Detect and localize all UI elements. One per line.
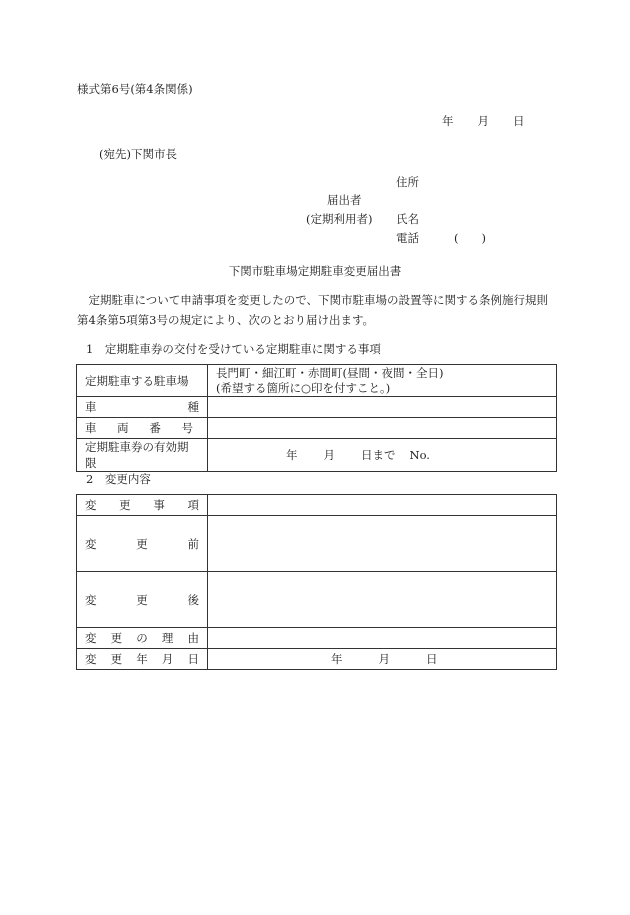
change-date-day: 日 [426,652,438,666]
label-char: 番 [149,421,161,435]
after-value [208,572,557,628]
validity-no: No. [409,448,430,462]
label-char: 前 [187,536,199,551]
label-char: 更 [110,652,123,666]
label-char: 更 [119,498,131,512]
before-row [77,516,557,572]
section1-table [76,364,557,472]
reason-row [77,628,557,649]
document-title: 下関市駐車場定期駐車変更届出書 [228,264,402,278]
before-label [77,516,208,572]
change-item-label [77,495,208,516]
change-date-row [77,649,557,670]
date-day-label: 日 [513,114,525,128]
label-char: 変 [85,652,97,666]
date-line [442,115,525,129]
label-char: 理 [161,631,174,645]
label-char: 変 [85,536,97,551]
validity-month: 月 [323,448,335,462]
label-char: 種 [187,400,199,414]
label-char: 日 [187,652,199,666]
notifier-label: 届出者 [327,193,362,207]
name-label: 氏名 [396,212,419,226]
vehicle-number-label [77,418,208,439]
validity-row [77,439,557,472]
after-row [77,572,557,628]
address-label: 住所 [396,175,419,189]
parking-options: 長門町・細江町・赤間町(昼間・夜間・全日) [216,365,444,380]
change-date-value [208,649,557,670]
phone-label: 電話 [396,231,419,245]
parking-row [77,365,557,397]
phone-paren: ( ) [454,231,486,245]
vehicle-type-label [77,397,208,418]
label-char: 月 [161,652,174,666]
change-item-value [208,495,557,516]
label-char: 車 [85,400,97,414]
label-char: 車 [85,421,97,435]
change-date-year: 年 [331,652,343,666]
label-char: 変 [85,498,97,512]
label-char: 変 [85,592,97,607]
vehicle-type-row [77,397,557,418]
validity-label: 定期駐車券の有効期限 [77,439,208,472]
validity-until: 日まで [361,448,396,462]
date-year-label: 年 [442,114,454,128]
vehicle-number-row [77,418,557,439]
section1-heading: 1 定期駐車券の交付を受けている定期駐車に関する事項 [86,342,381,356]
change-date-fields [216,651,548,667]
parking-note: (希望する箇所に○印を付すこと。) [216,380,391,395]
body-text: 定期駐車について申請事項を変更したので、下関市駐車場の設置等に関する条例施行規則第4条第5項第3号の規定により、次のとおり届け出ます。 [77,293,549,327]
after-label [77,572,208,628]
change-date-month: 月 [378,652,390,666]
vehicle-number-value [208,418,557,439]
label-char: 後 [187,592,199,607]
label-char: 更 [136,592,148,607]
label-char: 号 [181,421,193,435]
label-char: 由 [187,631,199,645]
validity-year: 年 [286,448,298,462]
vehicle-type-value [208,397,557,418]
section2-table [76,494,557,670]
label-char: の [136,631,148,645]
label-char: 変 [85,631,97,645]
label-char: 更 [136,536,148,551]
before-value [208,516,557,572]
reason-value [208,628,557,649]
change-item-row [77,495,557,516]
parking-value [208,365,557,397]
change-date-label [77,649,208,670]
reason-label [77,628,208,649]
applicant-block [306,176,536,246]
validity-fields [216,447,548,463]
role-label: (定期利用者) [306,212,373,226]
validity-value [208,439,557,472]
label-char: 年 [136,652,148,666]
parking-label: 定期駐車する駐車場 [77,365,208,397]
section2-heading: 2 変更内容 [86,472,151,486]
label-char: 項 [187,498,199,512]
date-month-label: 月 [477,114,489,128]
form-number: 様式第6号(第4条関係) [77,82,193,96]
label-char: 両 [117,421,129,435]
label-char: 事 [153,498,165,512]
addressee: (宛先)下関市長 [99,147,177,161]
label-char: 更 [110,631,123,645]
